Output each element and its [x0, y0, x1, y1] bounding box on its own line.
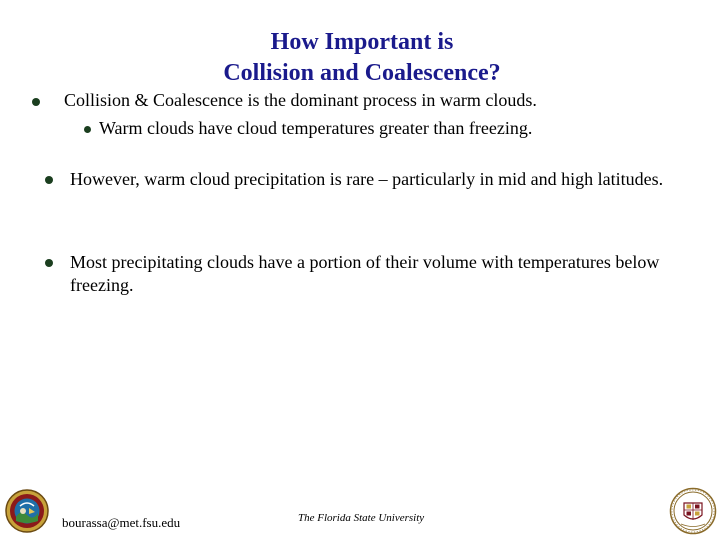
- department-seal-icon: [5, 489, 49, 533]
- title-line-1: How Important is: [270, 29, 454, 55]
- footer-email: bourassa@met.fsu.edu: [62, 515, 181, 530]
- bullet-dot-icon: [84, 126, 91, 133]
- bullet-text: Warm clouds have cloud temperatures greater than freezing.: [99, 118, 533, 138]
- bullet-text: Most precipitating clouds have a portion of their volume with temperatures below freezing.: [70, 252, 660, 295]
- footer-university: The Florida State University: [298, 512, 425, 524]
- bullet-text: However, warm cloud precipitation is rare – particularly in mid and high latitudes.: [70, 169, 664, 189]
- slide-title: [150, 27, 574, 89]
- bullet-text: Collision & Coalescence is the dominant process in warm clouds.: [64, 90, 537, 110]
- title-line-2: Collision and Coalescence?: [223, 60, 501, 86]
- bullet-dot-icon: [45, 259, 53, 267]
- bullet-dot-icon: [32, 98, 40, 106]
- bullet-dot-icon: [45, 176, 53, 184]
- fsu-seal-icon: [669, 487, 717, 535]
